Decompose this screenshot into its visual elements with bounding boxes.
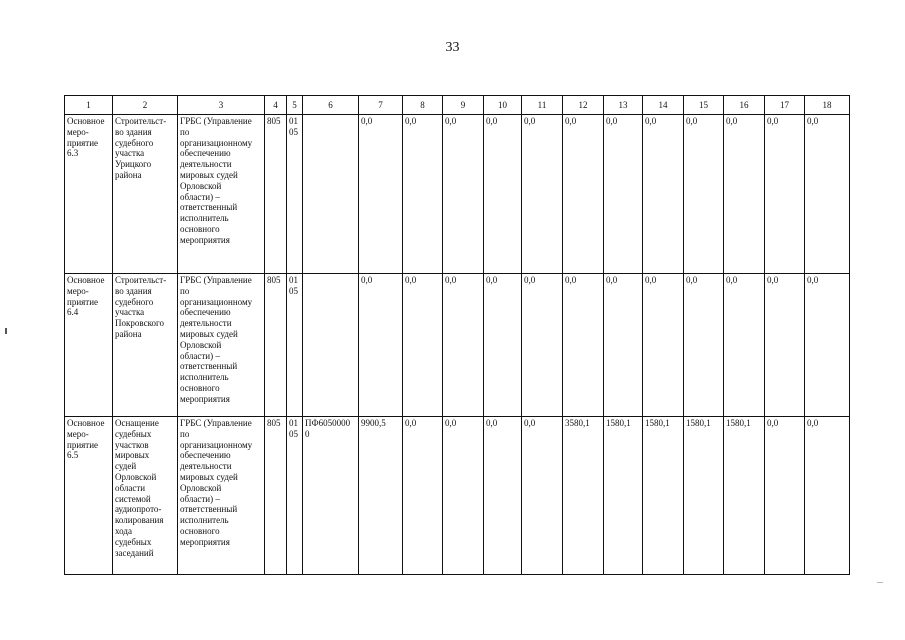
event-number-cell: [65, 417, 113, 575]
page-number: 33: [445, 40, 460, 55]
col-header: 11: [522, 96, 563, 115]
cell-text-line: Урицкого: [115, 159, 152, 170]
cell-text-line: 01: [289, 275, 298, 285]
cell-text-line: мероприятия: [180, 536, 230, 547]
cell-text-line: области) –: [180, 350, 220, 361]
cell-text-line: основного: [180, 525, 220, 536]
cell-text-line: приятие: [67, 137, 99, 148]
value-cell: 0,0: [805, 274, 850, 417]
col-header: 17: [765, 96, 805, 115]
value-cell: 0,0: [724, 274, 765, 417]
cell-text-line: участка: [115, 148, 145, 159]
cell-text-line: Орловской: [180, 339, 222, 350]
value-cell: 0,0: [443, 115, 484, 274]
value-cell: 1580,1: [643, 417, 684, 575]
section-code-cell: [287, 115, 303, 274]
col-header: 5: [287, 96, 303, 115]
cell-text-line: участка: [115, 307, 145, 318]
cell-text-line: Оснащение: [115, 418, 159, 428]
target-article-cell: [303, 274, 359, 417]
col-header: 1: [65, 96, 113, 115]
table-row: [65, 274, 850, 417]
event-name-cell: [113, 417, 178, 575]
col-header: 15: [684, 96, 724, 115]
value-cell: 0,0: [484, 417, 522, 575]
cell-text-line: участков: [115, 439, 149, 450]
cell-text-line: организационному: [180, 296, 253, 307]
col-header: 14: [643, 96, 684, 115]
event-name-cell: [113, 115, 178, 274]
cell-text-line: Основное: [67, 116, 105, 126]
cell-text-line: исполнитель: [180, 515, 229, 526]
cell-text-line: заседаний: [115, 547, 154, 558]
cell-text-line: Строительст-: [115, 116, 167, 126]
main-table: [64, 95, 850, 575]
cell-text-line: ГРБС (Управление: [180, 418, 252, 428]
cell-text-line: области) –: [180, 191, 220, 202]
cell-text-line: судебного: [115, 296, 154, 307]
value-cell: 0,0: [684, 115, 724, 274]
value-cell: 0,0: [684, 274, 724, 417]
cell-text-line: 6.3: [67, 148, 79, 159]
value-cell: 0,0: [563, 274, 604, 417]
section-code-cell: [287, 417, 303, 575]
cell-text-line: судебных: [115, 536, 152, 547]
cell-text-line: во здания: [115, 285, 152, 296]
cell-text-line: меро-: [67, 428, 89, 439]
cell-text-line: обеспечению: [180, 307, 231, 318]
cell-text-line: меро-: [67, 285, 89, 296]
cell-text-line: организационному: [180, 439, 253, 450]
cell-text-line: Покровского: [115, 318, 164, 329]
value-cell: 0,0: [484, 115, 522, 274]
cell-text-line: 05: [289, 428, 298, 439]
cell-text-line: аудиопрото-: [115, 504, 162, 515]
value-cell: 1580,1: [604, 417, 643, 575]
value-cell: 0,0: [522, 115, 563, 274]
cell-text-line: приятие: [67, 439, 99, 450]
value-cell: 3580,1: [563, 417, 604, 575]
cell-text-line: системой: [115, 493, 151, 504]
scan-dot: [877, 582, 883, 583]
cell-text-line: 0: [305, 428, 310, 439]
col-header: 9: [443, 96, 484, 115]
value-cell: 1580,1: [684, 417, 724, 575]
value-cell: 0,0: [604, 274, 643, 417]
cell-text-line: обеспечению: [180, 148, 231, 159]
cell-text-line: ответственный: [180, 504, 238, 515]
value-cell: 0,0: [643, 115, 684, 274]
value-cell: 0,0: [484, 274, 522, 417]
table-row: [65, 115, 850, 274]
grbs-code-cell: 805: [265, 274, 287, 417]
event-number-cell: [65, 115, 113, 274]
executor-cell: [178, 417, 265, 575]
cell-text-line: мировых судей: [180, 471, 238, 482]
cell-text-line: 6.4: [67, 307, 79, 318]
cell-text-line: 05: [289, 126, 298, 137]
cell-text-line: по: [180, 285, 190, 296]
cell-text-line: колирования: [115, 515, 164, 526]
cell-text-line: организационному: [180, 137, 253, 148]
cell-text-line: 01: [289, 116, 298, 126]
cell-text-line: хода: [115, 525, 132, 536]
cell-text-line: ГРБС (Управление: [180, 116, 252, 126]
col-header: 2: [113, 96, 178, 115]
cell-text-line: судей: [115, 461, 137, 472]
value-cell: 0,0: [359, 274, 403, 417]
cell-text-line: ответственный: [180, 202, 238, 213]
col-header: 4: [265, 96, 287, 115]
event-name-cell: [113, 274, 178, 417]
col-header: 18: [805, 96, 850, 115]
value-cell: 0,0: [765, 115, 805, 274]
cell-text-line: мировых судей: [180, 328, 238, 339]
col-header: 13: [604, 96, 643, 115]
cell-text-line: судебных: [115, 428, 152, 439]
cell-text-line: мероприятия: [180, 393, 230, 404]
cell-text-line: области) –: [180, 493, 220, 504]
cell-text-line: 05: [289, 285, 298, 296]
value-cell: 0,0: [805, 115, 850, 274]
value-cell: 0,0: [359, 115, 403, 274]
value-cell: 0,0: [403, 274, 443, 417]
value-cell: 0,0: [805, 417, 850, 575]
cell-text-line: исполнитель: [180, 213, 229, 224]
cell-text-line: приятие: [67, 296, 99, 307]
value-cell: 0,0: [563, 115, 604, 274]
value-cell: 9900,5: [359, 417, 403, 575]
value-cell: 1580,1: [724, 417, 765, 575]
cell-text-line: деятельности: [180, 461, 232, 472]
cell-text-line: Основное: [67, 275, 105, 285]
col-header: 10: [484, 96, 522, 115]
value-cell: 0,0: [643, 274, 684, 417]
cell-text-line: ГРБС (Управление: [180, 275, 252, 285]
cell-text-line: основного: [180, 223, 220, 234]
cell-text-line: Основное: [67, 418, 105, 428]
cell-text-line: Орловской: [180, 180, 222, 191]
cell-text-line: Орловской: [180, 482, 222, 493]
cell-text-line: деятельности: [180, 159, 232, 170]
value-cell: 0,0: [403, 115, 443, 274]
header-row: [65, 96, 850, 115]
table-row: [65, 417, 850, 575]
executor-cell: [178, 274, 265, 417]
cell-text-line: во здания: [115, 126, 152, 137]
section-code-cell: [287, 274, 303, 417]
cell-text-line: мировых: [115, 450, 150, 461]
cell-text-line: мировых судей: [180, 169, 238, 180]
event-number-cell: [65, 274, 113, 417]
cell-text-line: ответственный: [180, 361, 238, 372]
cell-text-line: Орловской: [115, 471, 157, 482]
col-header: 12: [563, 96, 604, 115]
col-header: 16: [724, 96, 765, 115]
cell-text-line: судебного: [115, 137, 154, 148]
cell-text-line: основного: [180, 382, 220, 393]
value-cell: 0,0: [522, 417, 563, 575]
value-cell: 0,0: [443, 417, 484, 575]
cell-text-line: по: [180, 428, 190, 439]
scan-mark: [5, 328, 7, 334]
cell-text-line: 01: [289, 418, 298, 428]
col-header: 8: [403, 96, 443, 115]
cell-text-line: деятельности: [180, 318, 232, 329]
executor-cell: [178, 115, 265, 274]
cell-text-line: района: [115, 328, 142, 339]
cell-text-line: ПФ6050000: [305, 418, 351, 428]
cell-text-line: по: [180, 126, 190, 137]
cell-text-line: 6.5: [67, 450, 79, 461]
cell-text-line: области: [115, 482, 146, 493]
cell-text-line: мероприятия: [180, 234, 230, 245]
col-header: 7: [359, 96, 403, 115]
grbs-code-cell: 805: [265, 417, 287, 575]
value-cell: 0,0: [443, 274, 484, 417]
grbs-code-cell: 805: [265, 115, 287, 274]
value-cell: 0,0: [724, 115, 765, 274]
value-cell: 0,0: [403, 417, 443, 575]
col-header: 3: [178, 96, 265, 115]
target-article-cell: [303, 417, 359, 575]
target-article-cell: [303, 115, 359, 274]
col-header: 6: [303, 96, 359, 115]
cell-text-line: района: [115, 169, 142, 180]
cell-text-line: исполнитель: [180, 372, 229, 383]
value-cell: 0,0: [522, 274, 563, 417]
cell-text-line: обеспечению: [180, 450, 231, 461]
cell-text-line: меро-: [67, 126, 89, 137]
value-cell: 0,0: [765, 274, 805, 417]
value-cell: 0,0: [765, 417, 805, 575]
value-cell: 0,0: [604, 115, 643, 274]
cell-text-line: Строительст-: [115, 275, 167, 285]
